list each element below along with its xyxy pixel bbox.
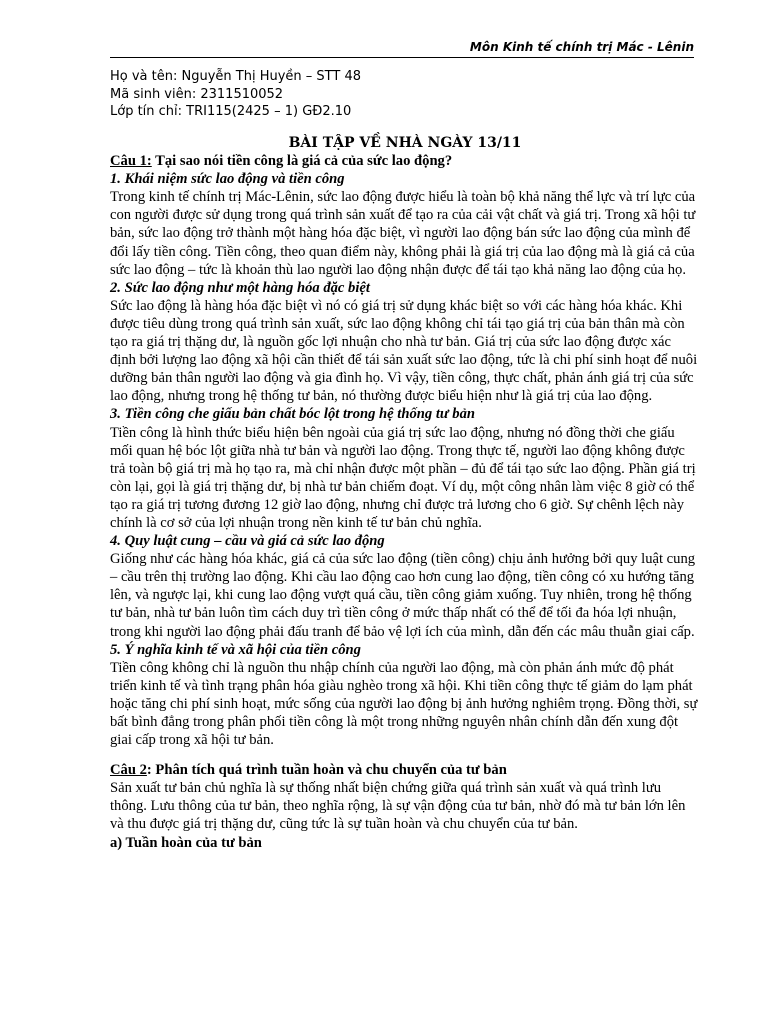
question-1-heading [110, 152, 700, 170]
page-header: Môn Kinh tế chính trị Mác - Lênin [110, 40, 694, 58]
student-id: Mã sinh viên: 2311510052 [110, 86, 284, 102]
section-1-title: 1. Khái niệm sức lao động và tiền công [110, 171, 345, 188]
question-1-label: Câu 1: [110, 153, 152, 170]
section-a-title: a) Tuần hoàn của tư bản [110, 834, 262, 851]
document-body [110, 134, 700, 852]
section-2-body: Sức lao động là hàng hóa đặc biệt vì nó có giá trị sử dụng khác biệt so với các hàng hóa khác. Khi được tiêu dùng trong quá trình sản xuất, sức lao động không chỉ tái tạo giá trị của bản thân mà còn tạo ra giá trị thặng dư, là nguồn gốc lợi nhuận cho nhà tư bản. Giá trị của sức lao động được xác định bởi lượng lao động xã hội cần thiết để tái sản xuất sức lao động, tức là chi phí sinh hoạt để nuôi dưỡng bản thân người lao động và gia đình họ. Vì vậy, tiền công, thực chất, phản ánh giá trị của sức lao động, nhưng trong hệ thống tư bản, nó thường được biểu hiện như là giá trị của lao động. [110, 297, 698, 405]
section-3-body: Tiền công là hình thức biểu hiện bên ngoài của giá trị sức lao động, nhưng nó đồng thời che giấu mối quan hệ bóc lột giữa nhà tư bản và người lao động. Trong thực tế, người lao động không được trả toàn bộ giá trị mà họ tạo ra, mà chỉ nhận được một phần – đủ để tái tạo sức lao động. Phần giá trị còn lại, gọi là giá trị thặng dư, bị nhà tư bản chiếm đoạt. Ví dụ, một công nhân làm việc 8 giờ có thể tạo ra giá trị tương đương 12 giờ lao động, nhưng chỉ được trả lương cho 6 giờ. Sự chênh lệch này chính là cơ sở của lợi nhuận trong nền kinh tế tư bản chủ nghĩa. [110, 424, 696, 531]
document-title: BÀI TẬP VỀ NHÀ NGÀY 13/11 [288, 135, 522, 151]
section-5-title: 5. Ý nghĩa kinh tế và xã hội của tiền công [110, 641, 361, 658]
spacer [110, 749, 700, 761]
student-info [110, 68, 700, 121]
section-1-body: Trong kinh tế chính trị Mác-Lênin, sức lao động được hiểu là toàn bộ khả năng thể lực và trí lực của con người được sử dụng trong quá trình sản xuất để tạo ra của cải vật chất và giá trị. Trong xã hội tư bản, sức lao động trở thành một hàng hóa đặc biệt, vì người lao động bán sức lao động của mình để đổi lấy tiền công. Tiền công, theo quan điểm này, không phải là giá trị của lao động mà là giá cả của sức lao động – tức là khoản thù lao người lao động nhận được để tái tạo khả năng lao động của họ. [110, 189, 696, 278]
student-class: Lớp tín chỉ: TRI115(2425 – 1) GĐ2.10 [110, 104, 352, 119]
section-4-title: 4. Quy luật cung – cầu và giá cả sức lao động [110, 533, 385, 550]
section-4-body: Giống như các hàng hóa khác, giá cả của sức lao động (tiền công) chịu ảnh hưởng bởi quy luật cung – cầu trên thị trường lao động. Khi cầu lao động cao hơn cung lao động, tiền công có xu hướng tăng lên, và ngược lại, khi cung lao động vượt quá cầu, tiền công giảm xuống. Tuy nhiên, trong hệ thống tư bản, nhà tư bản luôn tìm cách duy trì tiền công ở mức thấp nhất có thể để tối đa hóa lợi nhuận, trong khi người lao động phải đấu tranh để bảo vệ lợi ích của mình, dẫn đến các mâu thuẫn giai cấp. [110, 551, 696, 640]
section-3-title: 3. Tiền công che giấu bản chất bóc lột trong hệ thống tư bản [110, 406, 475, 423]
student-name: Họ và tên: Nguyễn Thị Huyền – STT 48 [110, 69, 361, 84]
question-2-text: : Phân tích quá trình tuần hoàn và chu chuyển của tư bản [146, 762, 507, 779]
section-5-body: Tiền công không chỉ là nguồn thu nhập chính của người lao động, mà còn phản ánh mức độ phát triển kinh tế và tình trạng phân hóa giàu nghèo trong xã hội. Khi tiền công thực tế giảm do lạm phát hoặc tăng chi phí sinh hoạt, mức sống của người lao động bị ảnh hưởng nghiêm trọng. Đồng thời, sự bất bình đẳng trong phân phối tiền công là một trong những nguyên nhân chính dẫn đến xung đột giai cấp trong xã hội tư bản. [110, 659, 698, 749]
question-2-heading [110, 761, 700, 779]
question-2-body: Sản xuất tư bản chủ nghĩa là sự thống nhất biện chứng giữa quá trình sản xuất và quá trình lưu thông. Lưu thông của tư bản, theo nghĩa rộng, là sự vận động của tư bản, nhờ đó mà tư bản lớn lên và thu được giá trị thặng dư, cũng tức là sự tuần hoàn và chu chuyển của tư bản. [110, 780, 686, 833]
question-1-text: Tại sao nói tiền công là giá cả của sức lao động? [151, 153, 453, 170]
question-2-label: Câu 2 [110, 762, 147, 779]
section-2-title: 2. Sức lao động như một hàng hóa đặc biệt [110, 279, 370, 296]
